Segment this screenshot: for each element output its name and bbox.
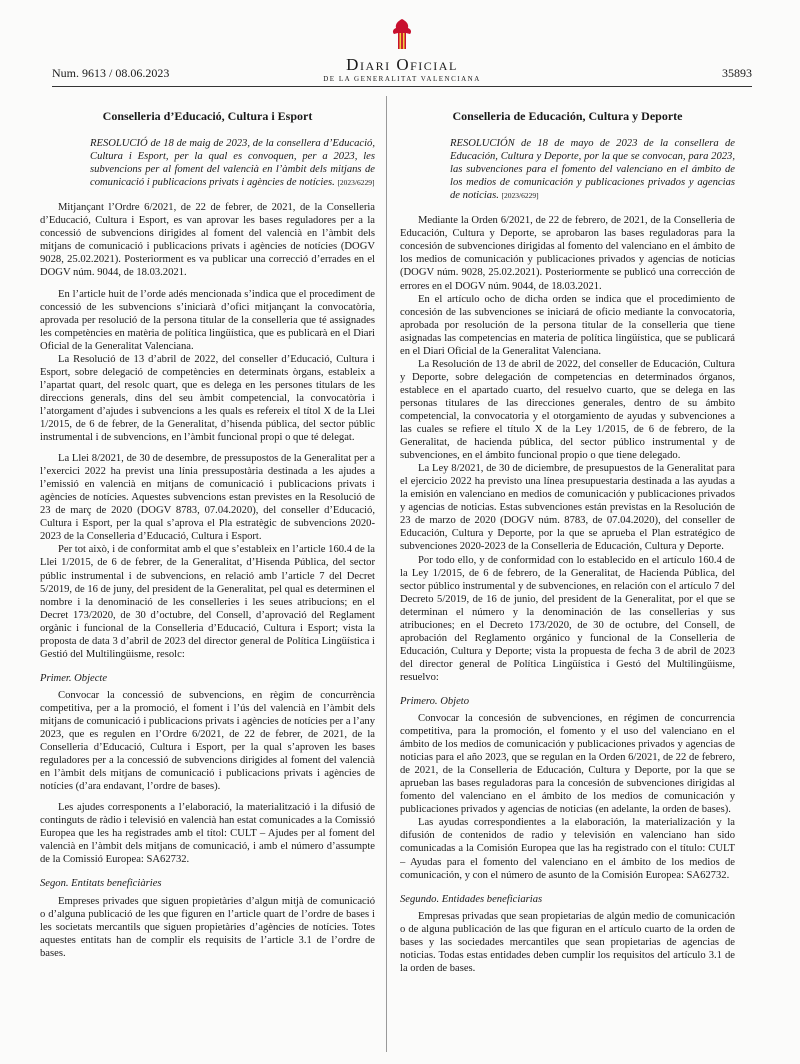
paragraph: Empreses privades que siguen propietàries d’algun mitjà de comunicació o d’alguna publicació de les que figuren en l’article quart de l’ordre de bases i les societats mercantils que siguen propietàries d’agències de notícies. Totes aquestes entitats han de complir els requisits de l’article 3.1 de l’ordre de bases.: [40, 895, 375, 959]
masthead-title: Diari Oficial: [346, 55, 458, 74]
department-heading: Conselleria d’Educació, Cultura i Esport: [102, 109, 313, 123]
paragraph: La Resolución de 13 de abril de 2022, del conseller de Educación, Cultura y Deporte, sobre delegación de competencias en determinados órganos, establece en el apartado cuarto, del resuelvo cuarto, que se delega en las personas titulares de las direcciones generales, dentro de su ámbito competencial, la convocatoria y el otorgamiento de ayudas y subvenciones a las cuales se refiere el título X de la Ley 1/2015, de 6 de febrero, de la Generalitat, de hacienda pública, del sector público instrumental y de subvenciones, en el ámbito funcional propio o que tiene delegado.: [400, 358, 735, 462]
section-title-entitats: Segon. Entitats beneficiàries: [40, 878, 162, 890]
resolution-summary: [90, 137, 375, 189]
paragraph: Las ayudas correspondientes a la elaboración, la materialización y la difusión de contenidos de radio y televisión en valenciano han sido comunicadas a la Comisión Europea que las ha registrado con el título: CULT – Ayudas para el fomento del valenciano en el ámbito de los medios de comunicación, y con el número de asunto de la Comisión Europea: SA62732.: [400, 817, 735, 881]
paragraph: La Llei 8/2021, de 30 de desembre, de pressupostos de la Generalitat per a l’exercici 2022 ha previst una línia pressupostària destinada a les ajudes a l’emissió en valencià en mitjans de comunicació i publicacions privats i agències de notícies. Aquestes subvencions estan previstes en la Resolució de 23 de març de 2020 (DOGV 8783, 07.04.2020), del conseller d’Educació, Cultura i Esport, per la qual s’aprova el Pla estratègic de subvencions 2020-2023 de la Conselleria d’Educació, Cultura i Esport.: [40, 453, 375, 543]
section-title-entidades: Segundo. Entidades beneficiarias: [400, 893, 543, 905]
section-title-objeto: Primero. Objeto: [400, 695, 470, 707]
paragraph: Per tot això, i de conformitat amb el que s’estableix en l’article 160.4 de la Llei 1/2015, de 6 de febrer, de la Generalitat, d’Hisenda Pública, del sector públic instrumental i de subvencions, en relació amb l’article 7 del Decret 5/2019, de 16 de juny, del president de la Generalitat, pel qual es determinen el nombre i la denominació de les conselleries i les seues atribucions; en el Decret 173/2020, de 30 d’octubre, del Consell, d’aprovació del Reglament orgànic i funcional de la Conselleria d’Educació, Cultura i Esport; vista la proposta de data 3 d’abril de 2023 del director general de Política Lingüística i Gestió del Multilingüisme, resolc:: [40, 544, 375, 660]
paragraph: La Ley 8/2021, de 30 de diciembre, de presupuestos de la Generalitat para el ejercicio 2022 ha previsto una línea presupuestaria destinada a las ayudas a la emisión en valenciano en medios de comunicación y publicaciones privados y agencias de noticias. Estas subvenciones están previstas en la Resolución de 23 de marzo de 2020 (DOGV núm. 8783, de 07.04.2020), del conseller de Educación, Cultura y Deporte, por la que se aprueba el Plan estratégico de subvenciones 2020-2023 de la Conselleria de Educación, Cultura y Deporte.: [400, 463, 735, 553]
paragraph: Mitjançant l’Ordre 6/2021, de 22 de febrer, de 2021, de la Conselleria d’Educació, Cultura i Esport, es van aprovar les bases reguladores per a la concessió de subvencions dirigides al foment del valencià en l’àmbit dels mitjans de comunicació i publicacions privats i agències de notícies (DOGV 9028, 25.02.2021). Posteriorment es va publicar una correcció d’errades en el DOGV núm. 9044, de 18.03.2021.: [40, 202, 375, 279]
resolution-text: RESOLUCIÓ de 18 de maig de 2023, de la consellera d’Educació, Cultura i Esport, per la qual es convoquen, per a 2023, les subvencions per al foment del valencià en l’àmbit dels mitjans de comunicació i publicacions privats i agències de notícies.: [90, 138, 375, 189]
spanish-column: [400, 100, 735, 1052]
page-header: [52, 18, 752, 88]
paragraph: En el artículo ocho de dicha orden se indica que el procedimiento de concesión de las subvenciones se iniciará de oficio mediante la convocatoria, aprobada por resolución de la persona titular de la conselleria que tiene asignadas las competencias en materia de política lingüística, que se publicará en el Diari Oficial de la Generalitat Valenciana.: [400, 293, 735, 357]
department-heading: Conselleria de Educación, Cultura y Deporte: [452, 109, 683, 123]
issue-number: Num. 9613 / 08.06.2023: [52, 66, 170, 80]
column-divider: [386, 96, 387, 1052]
red-bat-crest-icon: [390, 18, 414, 54]
section-title-objecte: Primer. Objecte: [40, 672, 108, 684]
paragraph: La Resolució de 13 d’abril de 2022, del conseller d’Educació, Cultura i Esport, sobre delegació de competències en determinats òrgans, estableix a l’apartat quart, del resolc quart, que es delega en les persones titulars de les direccions generals, dins del seu àmbit competencial, la convocatòria i l’atorgament d’ajudes i subvencions a les quals es refereix el títol X de la Llei 1/2015, de 6 de febrer, de la Generalitat, d’hisenda pública, del sector públic instrumental i de subvencions, en l’àmbit funcional propi o que té delegat.: [40, 353, 375, 444]
resolution-ref: [2023/6229]: [337, 178, 375, 188]
header-divider: [52, 86, 752, 87]
page-number: 35893: [722, 66, 752, 80]
paragraph: Convocar la concessió de subvencions, en règim de concurrència competitiva, per a la promoció, el foment i l’ús del valencià en l’àmbit dels mitjans de comunicació i publicacions privats i agències de notícies per a l’any 2023, que es regulen en l’Ordre 6/2021, de 22 de febrer, de 2021, de la Conselleria d’Educació, Cultura i Esport, per la qual s’aproven les bases reguladores per a la concessió de subvencions dirigides al foment del valencià en l’àmbit dels mitjans de comunicació i publicacions privats i agències de notícies (d’ara endavant, l’ordre de bases).: [40, 689, 375, 793]
resolution-ref: [2023/6229]: [501, 191, 539, 201]
paragraph: Les ajudes corresponents a l’elaboració, la materialització i la difusió de continguts de ràdio i televisió en valencià han estat comunicades a la Comissió Europea que les ha registrades amb el títol: CULT – Ajudes per al foment del valencià en l’àmbit dels mitjans de comunicació, i amb el número d’assumpte de la Comissió Europea: SA62732.: [40, 802, 375, 866]
paragraph: Por todo ello, y de conformidad con lo establecido en el artículo 160.4 de la Ley 1/2015, de 6 de febrero, de la Generalitat, de Hacienda Pública, del sector público instrumental y de subvenciones, en relación con el artículo 7 del Decreto 5/2019, de 16 de junio, del president de la Generalitat, por el que se determinan el número y la denominación de las consellerias y sus atribuciones; en el Decreto 173/2020, de 30 de octubre, del Consell, de aprobación del Reglamento orgánico y funcional de la Conselleria de Educación, Cultura y Deporte; vista la propuesta de fecha 3 de abril de 2023 del director general de Política Lingüística i Gestó del Multilingüisme, resuelvo:: [400, 554, 735, 683]
paragraph: En l’article huit de l’orde adés mencionada s’indica que el procediment de concessió de les subvencions s’iniciarà d’ofici mitjançant la convocatòria, aprovada per resolució de la persona titular de la conselleria que té assignades les competències en matèria de política lingüística, que es publicarà en el Diari Oficial de la Generalitat Valenciana.: [40, 288, 375, 352]
valencian-column: [40, 100, 375, 1052]
resolution-text: RESOLUCIÓN de 18 de mayo de 2023 de la consellera de Educación, Cultura y Deporte, por la que se convocan, para 2023, las subvenciones para el fomento del valenciano en el ámbito de los medios de comunicación y publicaciones privados y agencias de noticias.: [450, 138, 735, 202]
masthead-subtitle: DE LA GENERALITAT VALENCIANA: [323, 75, 481, 83]
paragraph: Mediante la Orden 6/2021, de 22 de febrero, de 2021, de la Conselleria de Educación, Cultura y Deporte, se aprobaron las bases reguladoras para la concesión de subvenciones dirigidas al fomento del valenciano en el ámbito de los medios de comunicación y publicaciones privados y agencias de noticias (DOGV núm. 9028, 25.02.2021). Posteriormente se publicó una corrección de errores en el DOGV núm. 9044, de 18.03.2021.: [400, 215, 735, 292]
paragraph: Empresas privadas que sean propietarias de algún medio de comunicación o de alguna publicación de las que figuran en el artículo cuarto de la orden de bases y las sociedades mercantiles que sean propietarias de agencias de noticias. Todas estas entidades deben cumplir los requisitos del artículo 3.1 de la orden de bases.: [400, 910, 735, 974]
paragraph: Convocar la concesión de subvenciones, en régimen de concurrencia competitiva, para la promoción, el fomento y el uso del valenciano en el ámbito de los medios de comunicación y publicaciones privados y agencias de noticias para el año 2023, que se regulan en la Orden 6/2021, de 22 de febrero, de 2021, de la Conselleria de Educación, Cultura y Deporte, por la que se aprueban las bases reguladoras para la concesión de subvenciones dirigidas al fomento del valenciano en el ámbito de los medios de comunicación y publicaciones privados y agencias de noticias (en adelante, la orden de bases).: [400, 713, 735, 816]
resolution-summary: [450, 137, 735, 202]
